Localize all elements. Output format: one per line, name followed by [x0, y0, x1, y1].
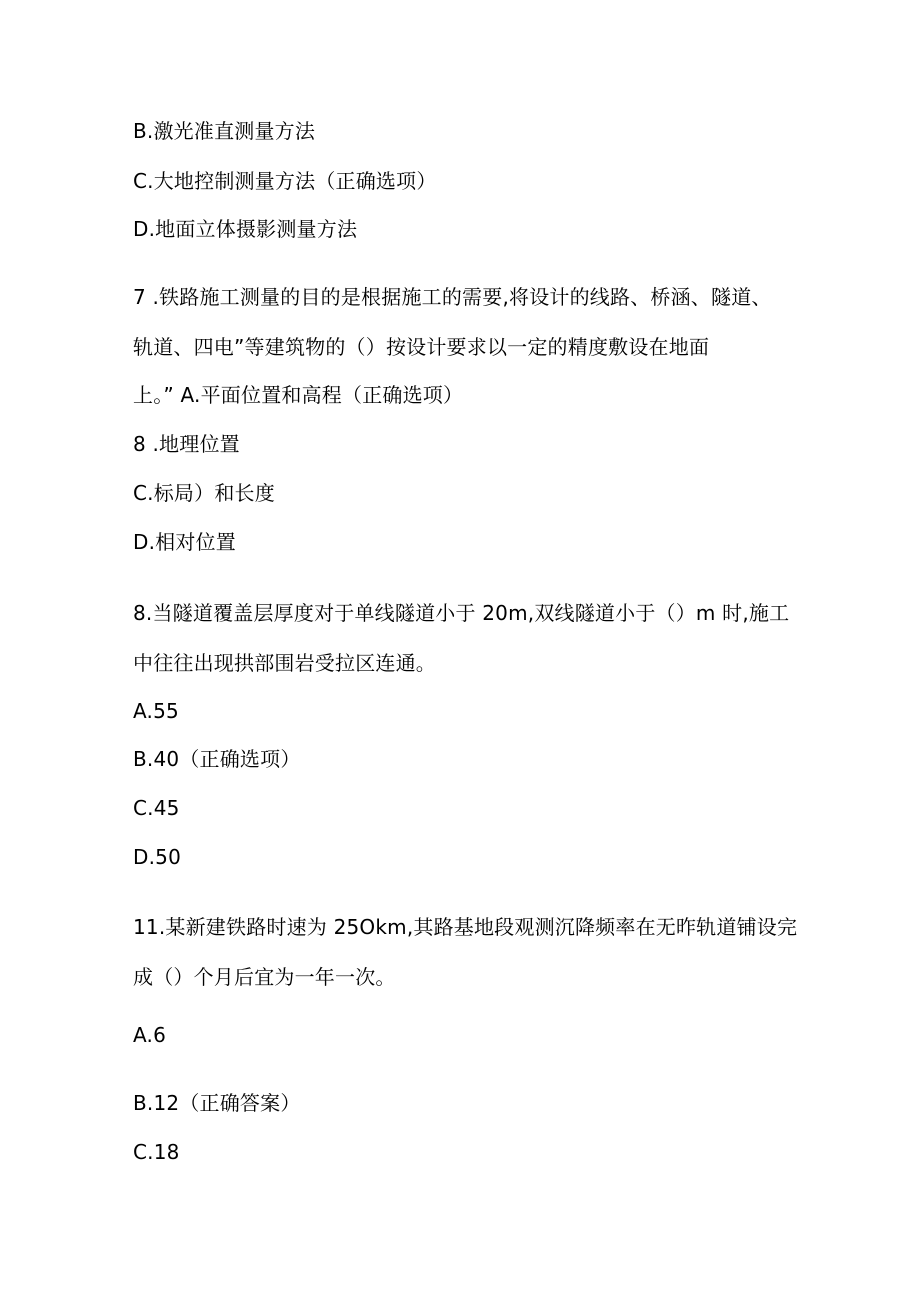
question-7-line-3: 上。” A.平面位置和高程（正确选项） — [133, 383, 464, 407]
question-7-line-1: 7 .铁路施工测量的目的是根据施工的需要,将设计的线路、桥涵、隧道、 — [133, 285, 772, 309]
question-11-line-2: 成（）个月后宜为一年一次。 — [133, 965, 396, 989]
option-c-elevation-length: C.标局）和长度 — [133, 481, 275, 505]
option-c-geodetic-control: C.大地控制测量方法（正确选项） — [133, 169, 437, 193]
option-b-12: B.12（正确答案） — [133, 1091, 301, 1115]
option-a-6: A.6 — [133, 1023, 167, 1047]
question-8-geographic-position: 8 .地理位置 — [133, 432, 240, 456]
option-d-stereo-photogrammetry: D.地面立体摄影测量方法 — [133, 217, 358, 241]
option-d-relative-position: D.相对位置 — [133, 530, 236, 554]
option-b-40: B.40（正确选项） — [133, 747, 301, 771]
option-d-50: D.50 — [133, 845, 182, 869]
question-8-tunnel-line-2: 中往往出现拱部围岩受拉区连通。 — [133, 651, 436, 675]
option-c-18: C.18 — [133, 1140, 180, 1164]
question-7-line-2: 轨道、四电”等建筑物的（）按设计要求以一定的精度敷设在地面 — [133, 335, 710, 359]
option-a-55: A.55 — [133, 699, 179, 723]
option-b-laser-alignment: B.激光准直测量方法 — [133, 119, 316, 143]
option-c-45: C.45 — [133, 796, 180, 820]
question-11-line-1: 11.某新建铁路时速为 25Okm,其路基地段观测沉降频率在无昨轨道铺设完 — [133, 915, 798, 939]
question-8-tunnel-line-1: 8.当隧道覆盖层厚度对于单线隧道小于 20m,双线隧道小于（）m 时,施工 — [133, 601, 790, 625]
